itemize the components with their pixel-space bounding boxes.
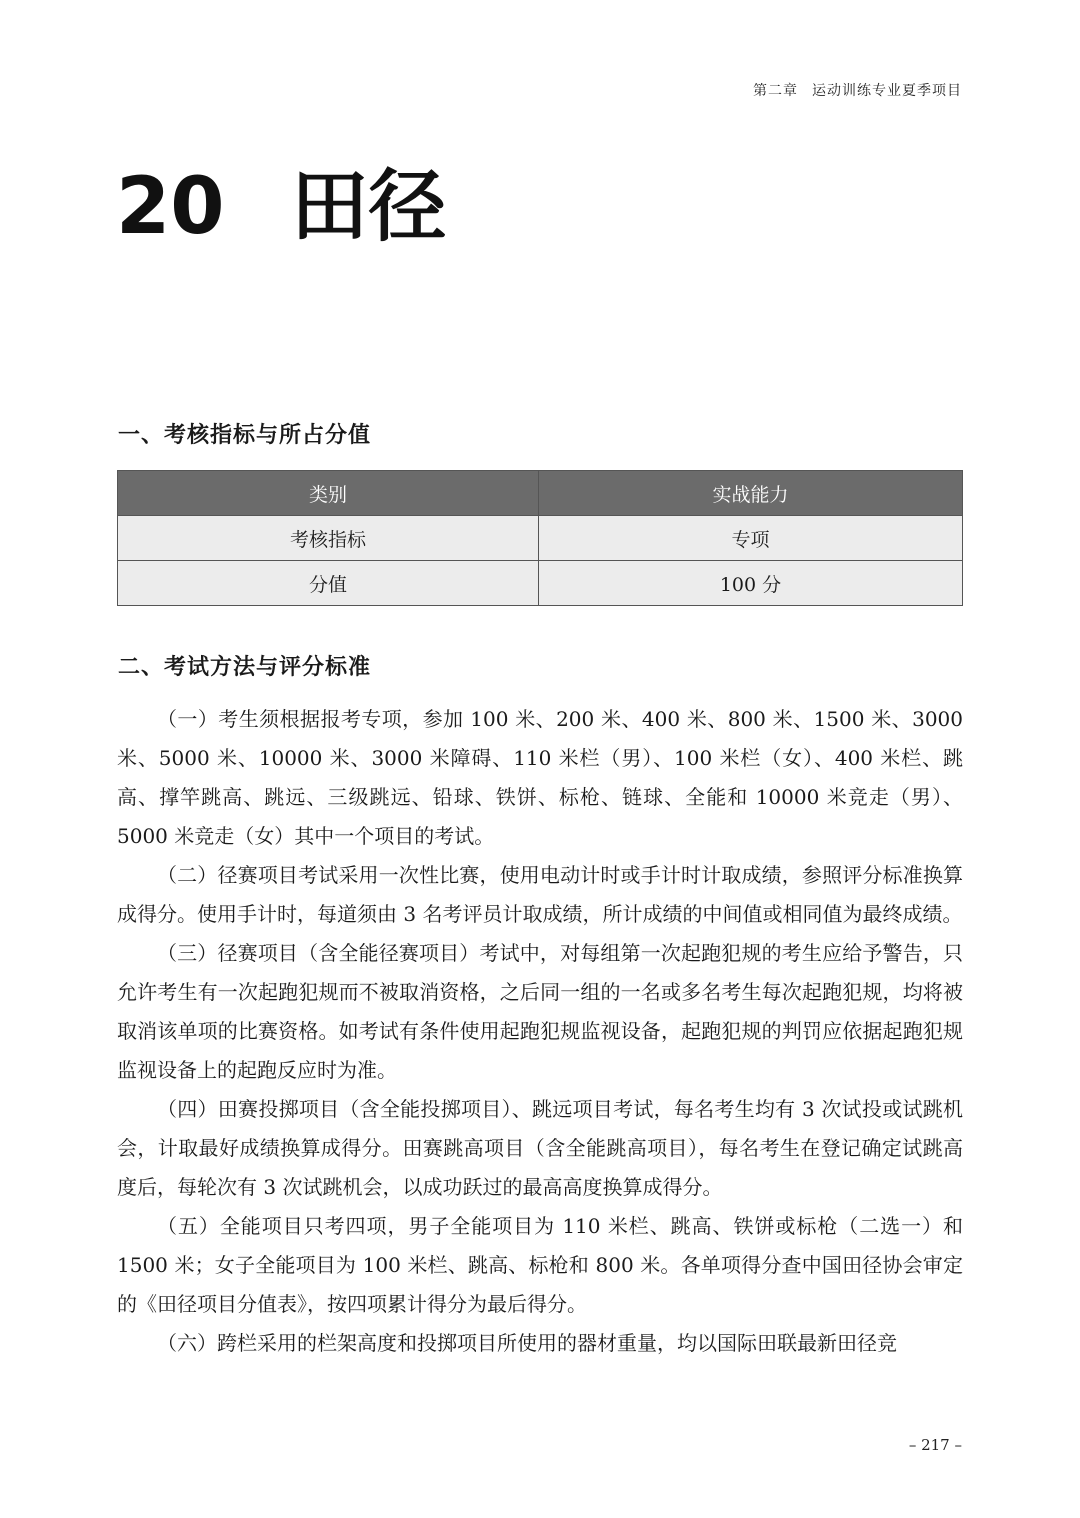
paragraph: （四）田赛投掷项目（含全能投掷项目）、跳远项目考试，每名考生均有 3 次试投或试跳机会，计取最好成绩换算成得分。田赛跳高项目（含全能跳高项目），每名考生在登记确定试跳高度后，每轮次有 3 次试跳机会，以成功跃过的最高高度换算成得分。 bbox=[117, 1097, 963, 1199]
chapter-number: 20 bbox=[116, 162, 225, 252]
table-cell: 专项 bbox=[539, 516, 963, 561]
score-table bbox=[117, 470, 963, 606]
paragraph: （一）考生须根据报考专项，参加 100 米、200 米、400 米、800 米、1500 米、3000 米、5000 米、10000 米、3000 米障碍、110 米栏（男）、100 米栏（女）、400 米栏、跳高、撑竿跳高、跳远、三级跳远、铅球、铁饼、标枪、链球、全能和 10000 米竞走（男）、5000 米竞走（女）其中一个项目的考试。 bbox=[117, 707, 963, 848]
table-header-cell: 实战能力 bbox=[539, 471, 963, 516]
paragraph: （三）径赛项目（含全能径赛项目）考试中，对每组第一次起跑犯规的考生应给予警告，只允许考生有一次起跑犯规而不被取消资格，之后同一组的一名或多名考生每次起跑犯规，均将被取消该单项的比赛资格。如考试有条件使用起跑犯规监视设备，起跑犯规的判罚应依据起跑犯规监视设备上的起跑反应时为准。 bbox=[117, 941, 963, 1082]
table-cell: 100 分 bbox=[539, 561, 963, 606]
page-number: – 217 – bbox=[908, 1436, 962, 1454]
paragraph: （五）全能项目只考四项，男子全能项目为 110 米栏、跳高、铁饼或标枪（二选一）和 1500 米；女子全能项目为 100 米栏、跳高、标枪和 800 米。各单项得分查中国田径协会审定的《田径项目分值表》，按四项累计得分为最后得分。 bbox=[117, 1214, 963, 1316]
running-header-chapter: 第二章 bbox=[753, 83, 798, 99]
paragraph: （六）跨栏采用的栏架高度和投掷项目所使用的器材重量，均以国际田联最新田径竞 bbox=[157, 1331, 897, 1355]
chapter-title bbox=[116, 162, 447, 252]
running-header-subject: 运动训练专业夏季项目 bbox=[812, 83, 962, 99]
table-header-cell: 类别 bbox=[118, 471, 539, 516]
table-header-row bbox=[118, 471, 963, 516]
table-row bbox=[118, 516, 963, 561]
table-row bbox=[118, 561, 963, 606]
table-cell: 分值 bbox=[118, 561, 539, 606]
chapter-name: 田径 bbox=[290, 162, 447, 252]
section-heading-methods: 二、考试方法与评分标准 bbox=[118, 654, 372, 680]
running-header bbox=[753, 80, 962, 100]
paragraph: （二）径赛项目考试采用一次性比赛，使用电动计时或手计时计取成绩，参照评分标准换算成得分。使用手计时，每道须由 3 名考评员计取成绩，所计成绩的中间值或相同值为最终成绩。 bbox=[117, 863, 963, 926]
section-heading-indicators: 一、考核指标与所占分值 bbox=[118, 422, 372, 448]
body-text bbox=[117, 700, 963, 1363]
table-cell: 考核指标 bbox=[118, 516, 539, 561]
